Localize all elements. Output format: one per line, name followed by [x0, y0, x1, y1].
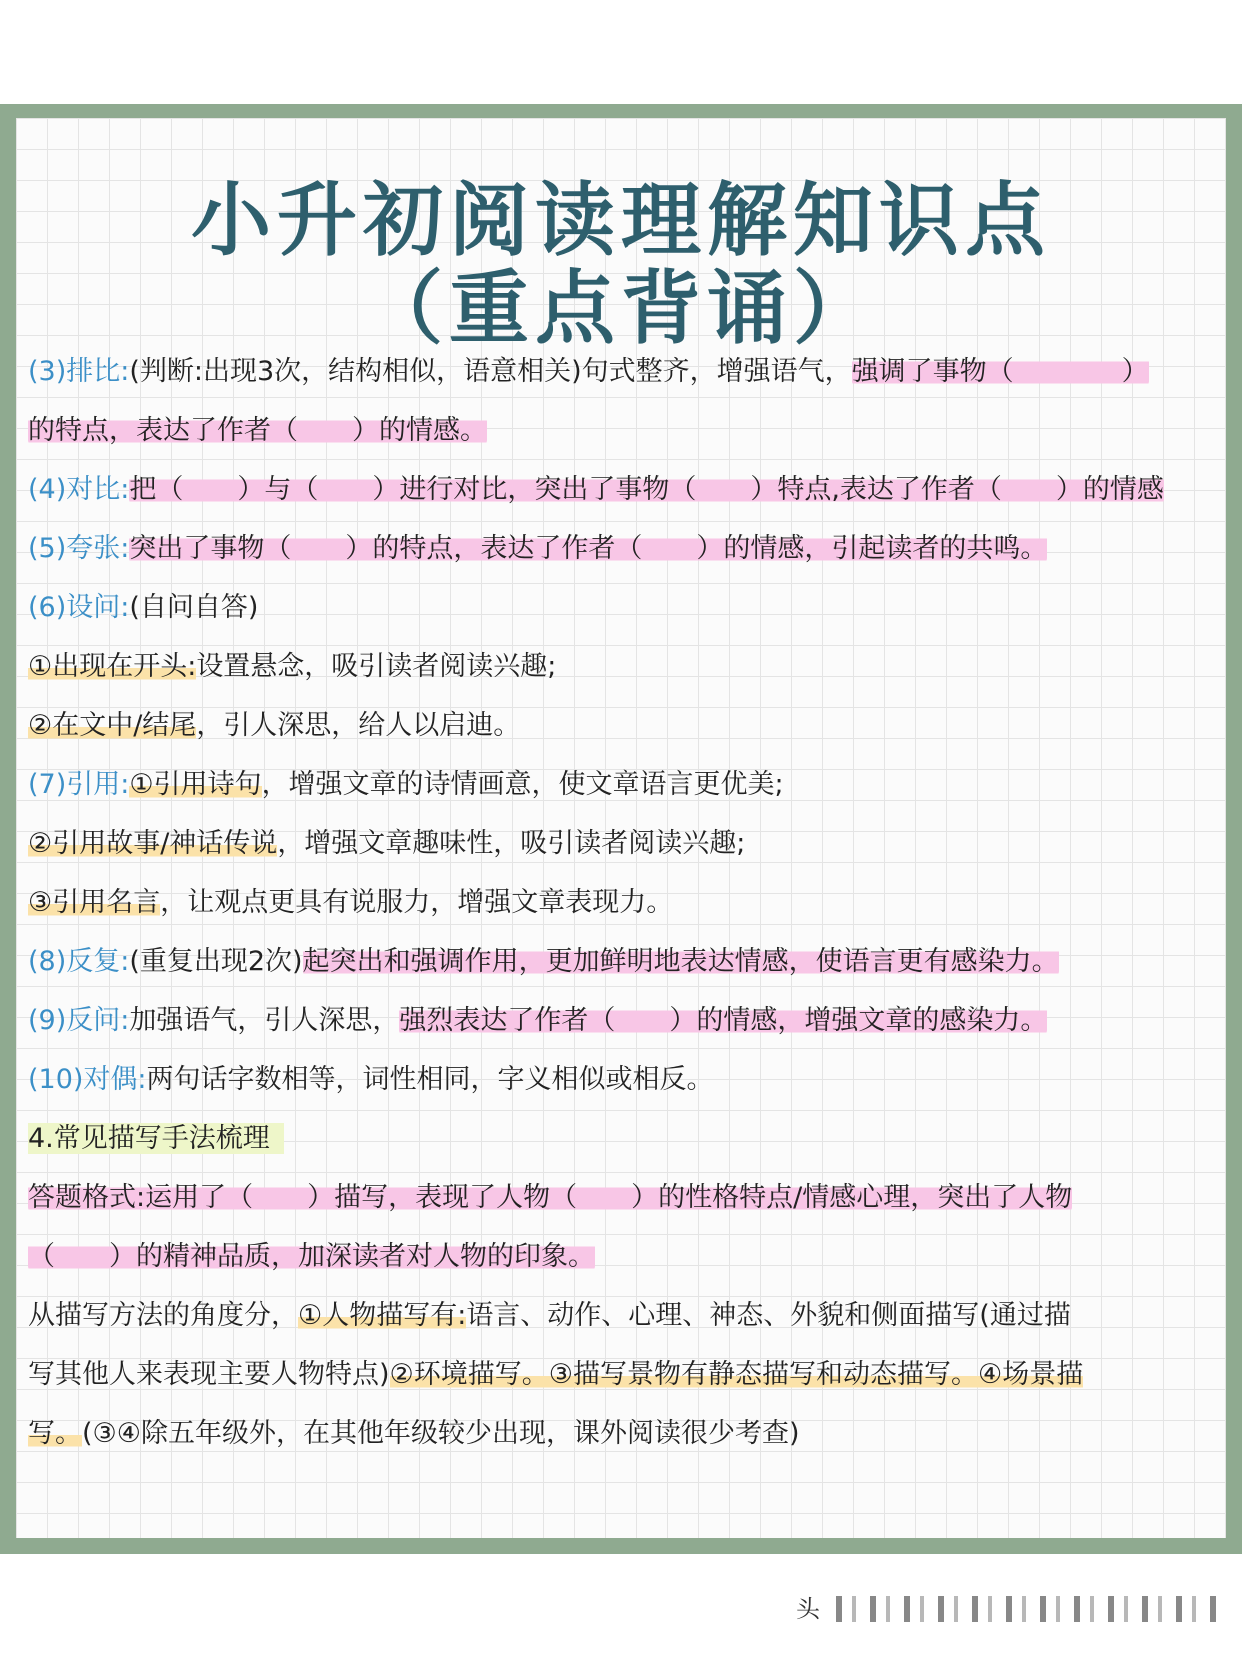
highlight-text: 强调了事物（ ）: [851, 356, 1149, 387]
item-label: (6)设问:: [28, 592, 130, 623]
line-text: 加强语气，引人深思，: [129, 1005, 400, 1036]
line-text: ，增强文章的诗情画意，使文章语言更优美;: [261, 769, 784, 800]
note-line: [28, 352, 1216, 392]
note-line: [28, 1296, 1216, 1336]
line-text: 两句话字数相等，词性相同，字义相似或相反。: [146, 1064, 714, 1095]
highlight-text: ③引用名言: [28, 887, 161, 918]
line-text: 设置悬念，吸引读者阅读兴趣;: [196, 651, 557, 682]
highlight-text: ①引用诗句: [129, 769, 262, 800]
highlight-text: 写。: [28, 1418, 82, 1449]
item-label: (10)对偶:: [28, 1064, 147, 1095]
line-text: (自问自答): [129, 592, 259, 623]
highlight-text: ②在文中/结尾: [28, 710, 197, 741]
line-text: ，引人深思，给人以启迪。: [196, 710, 521, 741]
highlight-text: 起突出和强调作用，更加鲜明地表达情感，使语言更有感染力。: [302, 946, 1059, 977]
item-label: (9)反问:: [28, 1005, 130, 1036]
item-label: (3)排比:: [28, 356, 130, 387]
note-line: [28, 470, 1216, 510]
item-label: (5)夸张:: [28, 533, 130, 564]
highlight-text: ①人物描写有:: [298, 1300, 467, 1331]
highlight-text: 突出了事物（ ）的特点，表达了作者（ ）的情感，引起读者的共鸣。: [129, 533, 1048, 564]
note-line: [28, 411, 1216, 451]
line-text: 从描写方法的角度分，: [28, 1300, 298, 1331]
line-text: 语言、动作、心理、神态、外貌和侧面描写(通过描: [466, 1300, 1071, 1331]
highlight-text: 答题格式:运用了（ ）描写，表现了人物（ ）的性格特点/情感心理，突出了人物: [28, 1182, 1073, 1213]
line-text: 写其他人来表现主要人物特点): [28, 1359, 390, 1390]
highlight-text: 强烈表达了作者（ ）的情感，增强文章的感染力。: [399, 1005, 1048, 1036]
note-line: [28, 529, 1216, 569]
highlight-text: ②环境描写。: [389, 1359, 549, 1390]
note-line: [28, 1414, 1216, 1454]
line-text: (判断:出现3次，结构相似，语意相关)句式整齐，增强语气，: [129, 356, 852, 387]
note-line: [28, 706, 1216, 746]
note-line: [28, 1001, 1216, 1041]
note-line: [28, 1237, 1216, 1277]
highlight-text: ④场景描: [977, 1359, 1084, 1390]
note-line: [28, 883, 1216, 923]
highlight-text: ②引用故事/神话传说: [28, 828, 278, 859]
highlight-text: 的特点，表达了作者（ ）的情感。: [28, 415, 487, 446]
note-line: [28, 1178, 1216, 1218]
watermark-glyph: 头: [796, 1595, 820, 1623]
page-frame: [0, 104, 1242, 1554]
note-line: [28, 765, 1216, 805]
page-subtitle: （重点背诵）: [363, 262, 879, 355]
note-line: [28, 647, 1216, 687]
section-title: 4.常见描写手法梳理: [28, 1123, 284, 1154]
highlight-text: （ ）的精神品质，加深读者对人物的印象。: [28, 1241, 595, 1272]
highlight-text: 把（ ）与（ ）进行对比，突出了事物（ ）特点,表达了作者（ ）的情感: [129, 474, 1164, 505]
item-label: (7)引用:: [28, 769, 130, 800]
item-label: (8)反复:: [28, 946, 130, 977]
note-line: [28, 824, 1216, 864]
highlight-text: ①出现在开头:: [28, 651, 197, 682]
note-line: [28, 1355, 1216, 1395]
grid-paper: [16, 118, 1226, 1538]
note-line: [28, 588, 1216, 628]
item-label: (4)对比:: [28, 474, 130, 505]
section-heading: [28, 1119, 1216, 1159]
watermark-bars: [836, 1596, 1216, 1622]
highlight-text: ③描写景物有静态描写和动态描写。: [548, 1359, 978, 1390]
line-text: (重复出现2次): [129, 946, 303, 977]
note-line: [28, 942, 1216, 982]
watermark: [796, 1594, 1216, 1624]
line-text: (③④除五年级外，在其他年级较少出现，课外阅读很少考查): [82, 1418, 800, 1449]
page-title: 小升初阅读理解知识点: [191, 174, 1051, 267]
line-text: ，增强文章趣味性，吸引读者阅读兴趣;: [277, 828, 746, 859]
note-line: [28, 1060, 1216, 1100]
line-text: ，让观点更具有说服力，增强文章表现力。: [160, 887, 674, 918]
